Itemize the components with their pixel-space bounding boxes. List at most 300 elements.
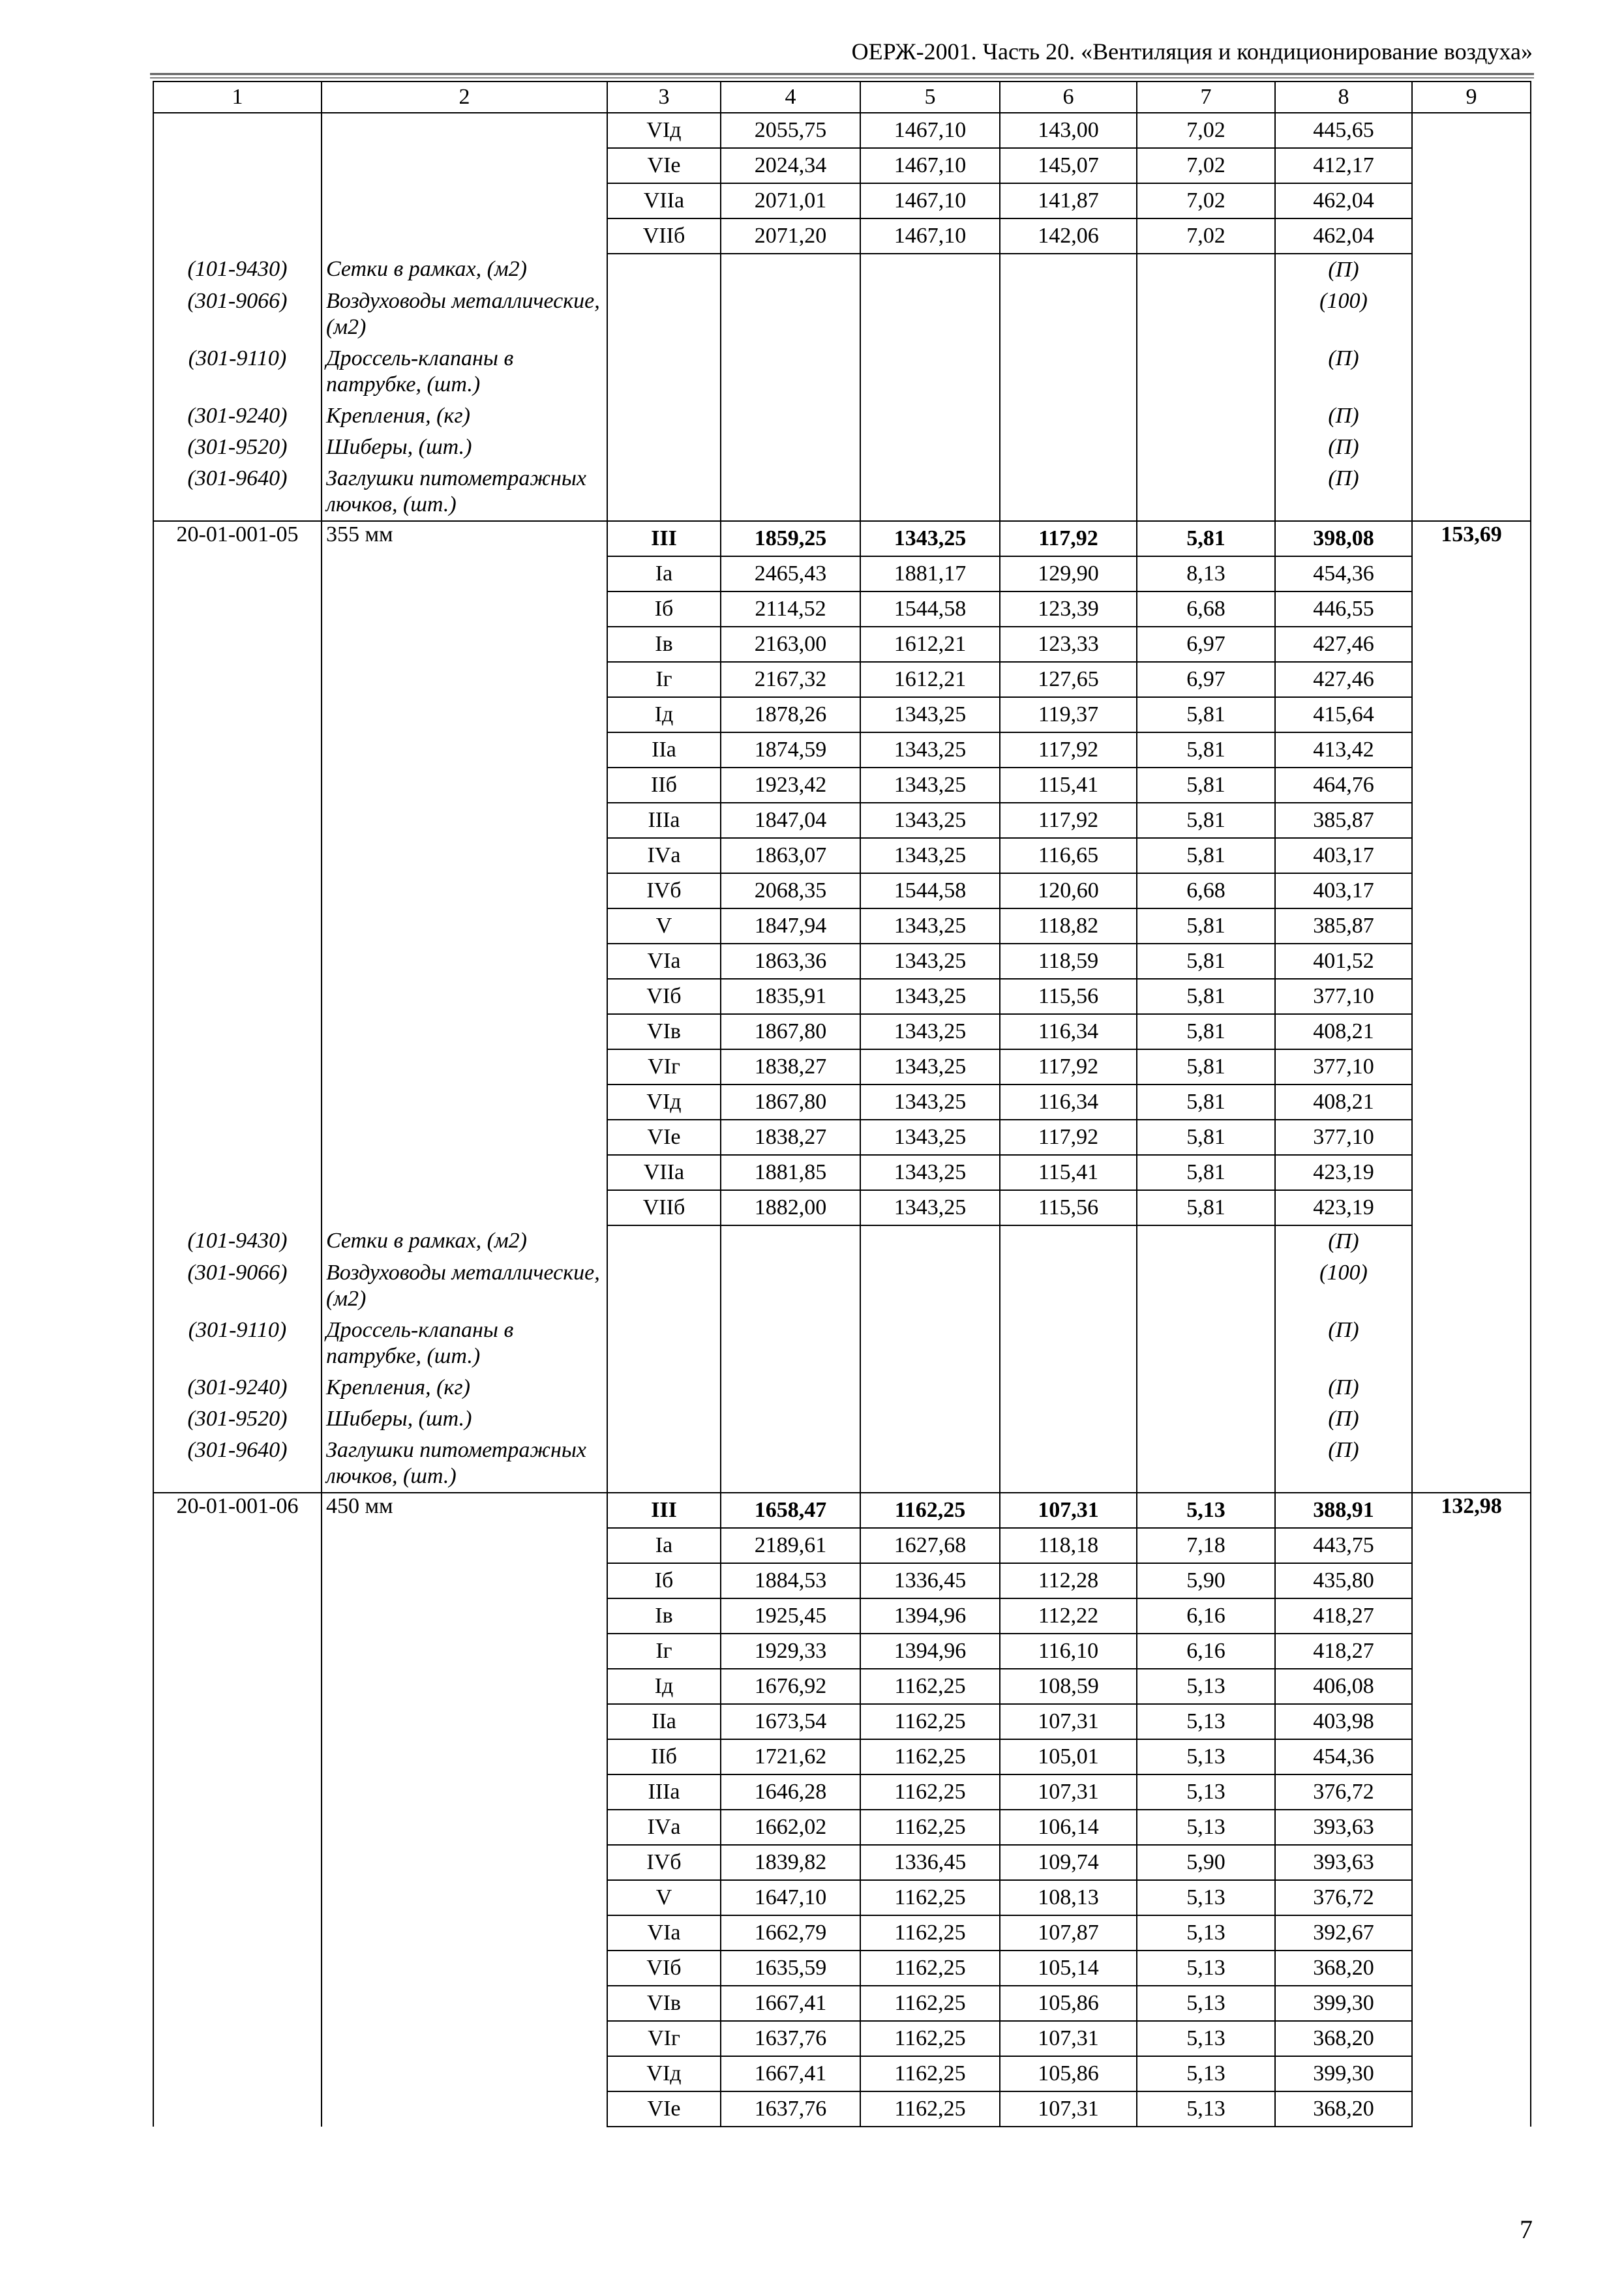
direct-cost-cell: 2114,52 <box>721 591 860 627</box>
zone-cell: V <box>607 908 721 944</box>
zone-cell: IIIа <box>607 1774 721 1810</box>
machinist-wages-cell: 5,13 <box>1137 2091 1275 2127</box>
direct-cost-cell: 1847,94 <box>721 908 860 944</box>
resource-quantity: (П) <box>1275 1225 1412 1257</box>
materials-cell: 427,46 <box>1275 627 1412 662</box>
resource-code: (301-9520) <box>153 1403 322 1435</box>
direct-cost-cell: 1881,85 <box>721 1155 860 1190</box>
column-number: 5 <box>860 82 1000 113</box>
materials-cell: 368,20 <box>1275 2091 1412 2127</box>
machinist-wages-cell: 8,13 <box>1137 556 1275 591</box>
resource-name: Крепления, (кг) <box>322 1372 607 1403</box>
machine-cost-cell: 117,92 <box>1000 732 1137 768</box>
direct-cost-cell: 1867,80 <box>721 1085 860 1120</box>
wages-cell: 1343,25 <box>860 1155 1000 1190</box>
wages-cell: 1162,25 <box>860 1493 1000 1528</box>
resource-quantity: (П) <box>1275 1372 1412 1403</box>
machinist-wages-cell: 5,13 <box>1137 1880 1275 1915</box>
machinist-wages-cell: 5,81 <box>1137 1014 1275 1049</box>
materials-cell: 399,30 <box>1275 1986 1412 2021</box>
zone-cell: VIд <box>607 1085 721 1120</box>
empty-cell <box>1000 400 1137 432</box>
empty-cell <box>1000 463 1137 521</box>
empty-cell <box>721 343 860 400</box>
direct-cost-cell: 1637,76 <box>721 2021 860 2056</box>
wages-cell: 1343,25 <box>860 732 1000 768</box>
resource-row <box>153 1315 1531 1372</box>
materials-cell: 368,20 <box>1275 1951 1412 1986</box>
wages-cell: 1343,25 <box>860 768 1000 803</box>
machine-cost-cell: 129,90 <box>1000 556 1137 591</box>
empty-cell <box>860 343 1000 400</box>
resource-row <box>153 1372 1531 1403</box>
empty-cell <box>860 1435 1000 1493</box>
resource-name: Дроссель-клапаны в патрубке, (шт.) <box>322 343 607 400</box>
resource-name: Сетки в рамках, (м2) <box>322 254 607 286</box>
resource-quantity: (100) <box>1275 1257 1412 1315</box>
machine-cost-cell: 112,28 <box>1000 1563 1137 1598</box>
machinist-wages-cell: 6,68 <box>1137 873 1275 908</box>
zone-cell: VIе <box>607 2091 721 2127</box>
empty-cell <box>607 463 721 521</box>
resource-quantity: (П) <box>1275 463 1412 521</box>
machine-cost-cell: 107,31 <box>1000 1493 1137 1528</box>
materials-cell: 377,10 <box>1275 979 1412 1014</box>
zone-cell: VIб <box>607 979 721 1014</box>
materials-cell: 462,04 <box>1275 183 1412 218</box>
machinist-wages-cell: 5,81 <box>1137 521 1275 556</box>
empty-cell <box>1137 286 1275 343</box>
wages-cell: 1162,25 <box>860 1915 1000 1951</box>
machine-cost-cell: 120,60 <box>1000 873 1137 908</box>
resource-name: Заглушки питометражных лючков, (шт.) <box>322 463 607 521</box>
empty-cell <box>607 1225 721 1257</box>
column-number: 7 <box>1137 82 1275 113</box>
wages-cell: 1343,25 <box>860 908 1000 944</box>
wages-cell: 1343,25 <box>860 944 1000 979</box>
direct-cost-cell: 1662,02 <box>721 1810 860 1845</box>
materials-cell: 398,08 <box>1275 521 1412 556</box>
resource-row <box>153 432 1531 463</box>
zone-cell: IIIа <box>607 803 721 838</box>
materials-cell: 415,64 <box>1275 697 1412 732</box>
empty-cell <box>1137 1257 1275 1315</box>
empty-cell <box>860 254 1000 286</box>
machine-cost-cell: 143,00 <box>1000 113 1137 148</box>
resource-quantity: (П) <box>1275 400 1412 432</box>
materials-cell: 376,72 <box>1275 1880 1412 1915</box>
machinist-wages-cell: 5,81 <box>1137 1049 1275 1085</box>
empty-cell <box>721 400 860 432</box>
resource-row <box>153 254 1531 286</box>
zone-cell: Iб <box>607 591 721 627</box>
machine-cost-cell: 107,31 <box>1000 1774 1137 1810</box>
machinist-wages-cell: 5,13 <box>1137 1704 1275 1739</box>
direct-cost-cell: 2055,75 <box>721 113 860 148</box>
machine-cost-cell: 105,86 <box>1000 1986 1137 2021</box>
machine-cost-cell: 117,92 <box>1000 1120 1137 1155</box>
direct-cost-cell: 1637,76 <box>721 2091 860 2127</box>
zone-cell: VIе <box>607 148 721 183</box>
zone-cell: Iд <box>607 697 721 732</box>
empty-cell <box>607 343 721 400</box>
zone-cell: IVа <box>607 838 721 873</box>
materials-cell: 454,36 <box>1275 556 1412 591</box>
machine-cost-cell: 107,87 <box>1000 1915 1137 1951</box>
zone-cell: Iг <box>607 1634 721 1669</box>
wages-cell: 1343,25 <box>860 1190 1000 1225</box>
zone-cell: VIг <box>607 2021 721 2056</box>
empty-cell <box>607 1403 721 1435</box>
materials-cell: 454,36 <box>1275 1739 1412 1774</box>
resource-name: Шиберы, (шт.) <box>322 1403 607 1435</box>
machine-cost-cell: 118,59 <box>1000 944 1137 979</box>
wages-cell: 1467,10 <box>860 218 1000 254</box>
item-code: 20-01-001-06 <box>153 1493 322 2127</box>
column-number: 8 <box>1275 82 1412 113</box>
resource-quantity: (П) <box>1275 254 1412 286</box>
wages-cell: 1162,25 <box>860 1669 1000 1704</box>
empty-cell <box>860 1225 1000 1257</box>
zone-cell: VIе <box>607 1120 721 1155</box>
materials-cell: 435,80 <box>1275 1563 1412 1598</box>
resource-code: (301-9110) <box>153 1315 322 1372</box>
zone-cell: V <box>607 1880 721 1915</box>
column-number: 9 <box>1412 82 1531 113</box>
column-number: 1 <box>153 82 322 113</box>
empty-cell <box>860 1403 1000 1435</box>
machine-cost-cell: 123,39 <box>1000 591 1137 627</box>
resource-code: (301-9240) <box>153 400 322 432</box>
resource-row <box>153 400 1531 432</box>
empty-cell <box>1137 432 1275 463</box>
wages-cell: 1343,25 <box>860 521 1000 556</box>
materials-cell: 385,87 <box>1275 908 1412 944</box>
materials-cell: 388,91 <box>1275 1493 1412 1528</box>
zone-cell: VIIб <box>607 1190 721 1225</box>
empty-cell <box>1000 432 1137 463</box>
direct-cost-cell: 1863,36 <box>721 944 860 979</box>
empty-cell <box>721 1257 860 1315</box>
materials-cell: 412,17 <box>1275 148 1412 183</box>
resource-code: (301-9640) <box>153 1435 322 1493</box>
zone-cell: VIд <box>607 113 721 148</box>
machine-cost-cell: 116,34 <box>1000 1014 1137 1049</box>
resource-quantity: (П) <box>1275 1435 1412 1493</box>
empty-cell <box>1000 343 1137 400</box>
wages-cell: 1612,21 <box>860 662 1000 697</box>
machinist-wages-cell: 5,81 <box>1137 1155 1275 1190</box>
machinist-wages-cell: 5,81 <box>1137 1120 1275 1155</box>
direct-cost-cell: 2068,35 <box>721 873 860 908</box>
materials-cell: 462,04 <box>1275 218 1412 254</box>
zone-cell: VIд <box>607 2056 721 2091</box>
wages-cell: 1343,25 <box>860 1085 1000 1120</box>
machinist-wages-cell: 5,13 <box>1137 2021 1275 2056</box>
empty-cell <box>721 1225 860 1257</box>
empty-cell <box>607 1372 721 1403</box>
materials-cell: 406,08 <box>1275 1669 1412 1704</box>
document-header: ОЕРЖ-2001. Часть 20. «Вентиляция и кондиционирование воздуха» <box>851 38 1533 65</box>
direct-cost-cell: 1838,27 <box>721 1049 860 1085</box>
resource-row <box>153 1257 1531 1315</box>
resource-quantity: (100) <box>1275 286 1412 343</box>
zone-cell: VIв <box>607 1986 721 2021</box>
materials-cell: 446,55 <box>1275 591 1412 627</box>
resource-name: Крепления, (кг) <box>322 400 607 432</box>
machinist-wages-cell: 5,81 <box>1137 697 1275 732</box>
zone-cell: VIб <box>607 1951 721 1986</box>
empty-cell <box>721 286 860 343</box>
table-row <box>153 521 1531 556</box>
empty-cell <box>860 400 1000 432</box>
direct-cost-cell: 1838,27 <box>721 1120 860 1155</box>
column-number-row <box>153 82 1531 113</box>
empty-cell <box>860 463 1000 521</box>
header-rule <box>150 73 1534 78</box>
materials-cell: 403,98 <box>1275 1704 1412 1739</box>
machinist-wages-cell: 5,13 <box>1137 1774 1275 1810</box>
machine-cost-cell: 116,65 <box>1000 838 1137 873</box>
wages-cell: 1336,45 <box>860 1845 1000 1880</box>
materials-cell: 443,75 <box>1275 1528 1412 1563</box>
resource-quantity: (П) <box>1275 343 1412 400</box>
empty-cell <box>1137 1403 1275 1435</box>
zone-cell: VIIа <box>607 183 721 218</box>
empty-cell <box>1137 254 1275 286</box>
resource-code: (301-9520) <box>153 432 322 463</box>
machine-cost-cell: 118,82 <box>1000 908 1137 944</box>
wages-cell: 1162,25 <box>860 1986 1000 2021</box>
materials-cell: 403,17 <box>1275 838 1412 873</box>
machinist-wages-cell: 7,02 <box>1137 148 1275 183</box>
materials-cell: 464,76 <box>1275 768 1412 803</box>
resource-quantity: (П) <box>1275 1403 1412 1435</box>
empty-cell <box>860 1257 1000 1315</box>
materials-cell: 377,10 <box>1275 1049 1412 1085</box>
empty-cell <box>1000 1435 1137 1493</box>
wages-cell: 1343,25 <box>860 838 1000 873</box>
item-code <box>153 113 322 254</box>
empty-cell <box>860 1315 1000 1372</box>
empty-cell <box>1137 343 1275 400</box>
materials-cell: 403,17 <box>1275 873 1412 908</box>
machinist-wages-cell: 7,18 <box>1137 1528 1275 1563</box>
empty-cell <box>721 254 860 286</box>
materials-cell: 423,19 <box>1275 1190 1412 1225</box>
zone-cell: VIг <box>607 1049 721 1085</box>
machine-cost-cell: 117,92 <box>1000 803 1137 838</box>
machine-cost-cell: 106,14 <box>1000 1810 1137 1845</box>
materials-cell: 445,65 <box>1275 113 1412 148</box>
empty-cell <box>1000 1403 1137 1435</box>
direct-cost-cell: 1721,62 <box>721 1739 860 1774</box>
zone-cell: III <box>607 521 721 556</box>
empty-cell <box>1000 286 1137 343</box>
materials-cell: 399,30 <box>1275 2056 1412 2091</box>
direct-cost-cell: 1676,92 <box>721 1669 860 1704</box>
wages-cell: 1467,10 <box>860 183 1000 218</box>
wages-cell: 1394,96 <box>860 1634 1000 1669</box>
resource-row <box>153 1435 1531 1493</box>
machinist-wages-cell: 7,02 <box>1137 218 1275 254</box>
direct-cost-cell: 1646,28 <box>721 1774 860 1810</box>
machinist-wages-cell: 5,13 <box>1137 1915 1275 1951</box>
resource-quantity: (П) <box>1275 1315 1412 1372</box>
empty-cell <box>607 400 721 432</box>
machine-cost-cell: 105,01 <box>1000 1739 1137 1774</box>
machinist-wages-cell: 7,02 <box>1137 113 1275 148</box>
machinist-wages-cell: 6,97 <box>1137 662 1275 697</box>
empty-cell <box>607 432 721 463</box>
machinist-wages-cell: 5,81 <box>1137 838 1275 873</box>
column-number: 3 <box>607 82 721 113</box>
machinist-wages-cell: 5,13 <box>1137 1493 1275 1528</box>
direct-cost-cell: 1863,07 <box>721 838 860 873</box>
resource-row <box>153 463 1531 521</box>
direct-cost-cell: 1847,04 <box>721 803 860 838</box>
empty-cell <box>1000 1315 1137 1372</box>
materials-cell: 392,67 <box>1275 1915 1412 1951</box>
zone-cell: VIIа <box>607 1155 721 1190</box>
resource-name: Сетки в рамках, (м2) <box>322 1225 607 1257</box>
empty-cell <box>721 1403 860 1435</box>
machine-cost-cell: 107,31 <box>1000 1704 1137 1739</box>
resource-name: Воздуховоды металлические, (м2) <box>322 1257 607 1315</box>
wages-cell: 1162,25 <box>860 1810 1000 1845</box>
machinist-wages-cell: 5,81 <box>1137 803 1275 838</box>
machinist-wages-cell: 5,81 <box>1137 979 1275 1014</box>
empty-cell <box>860 1372 1000 1403</box>
zone-cell: Iа <box>607 556 721 591</box>
empty-cell <box>1000 1257 1137 1315</box>
wages-cell: 1544,58 <box>860 591 1000 627</box>
resource-quantity: (П) <box>1275 432 1412 463</box>
table-body <box>153 113 1531 2127</box>
machine-cost-cell: 142,06 <box>1000 218 1137 254</box>
machine-cost-cell: 105,14 <box>1000 1951 1137 1986</box>
empty-cell <box>1137 1435 1275 1493</box>
machinist-wages-cell: 5,81 <box>1137 908 1275 944</box>
empty-cell <box>860 286 1000 343</box>
empty-cell <box>1000 1372 1137 1403</box>
resource-code: (301-9640) <box>153 463 322 521</box>
machine-cost-cell: 107,31 <box>1000 2021 1137 2056</box>
machine-cost-cell: 145,07 <box>1000 148 1137 183</box>
machinist-wages-cell: 6,68 <box>1137 591 1275 627</box>
price-table <box>153 81 1531 2127</box>
direct-cost-cell: 1929,33 <box>721 1634 860 1669</box>
direct-cost-cell: 1835,91 <box>721 979 860 1014</box>
zone-cell: IVб <box>607 873 721 908</box>
machine-cost-cell: 107,31 <box>1000 2091 1137 2127</box>
direct-cost-cell: 1635,59 <box>721 1951 860 1986</box>
direct-cost-cell: 1667,41 <box>721 2056 860 2091</box>
empty-cell <box>860 432 1000 463</box>
direct-cost-cell: 2163,00 <box>721 627 860 662</box>
empty-cell <box>607 286 721 343</box>
direct-cost-cell: 2167,32 <box>721 662 860 697</box>
machine-cost-cell: 119,37 <box>1000 697 1137 732</box>
machine-cost-cell: 109,74 <box>1000 1845 1137 1880</box>
machine-cost-cell: 123,33 <box>1000 627 1137 662</box>
empty-cell <box>1137 400 1275 432</box>
materials-cell: 393,63 <box>1275 1845 1412 1880</box>
resource-row <box>153 1403 1531 1435</box>
wages-cell: 1162,25 <box>860 1704 1000 1739</box>
direct-cost-cell: 1839,82 <box>721 1845 860 1880</box>
machinist-wages-cell: 5,90 <box>1137 1845 1275 1880</box>
materials-cell: 376,72 <box>1275 1774 1412 1810</box>
column-number: 4 <box>721 82 860 113</box>
wages-cell: 1394,96 <box>860 1598 1000 1634</box>
resource-name: Дроссель-клапаны в патрубке, (шт.) <box>322 1315 607 1372</box>
machine-cost-cell: 115,56 <box>1000 979 1137 1014</box>
zone-cell: IIа <box>607 1704 721 1739</box>
table-row <box>153 113 1531 148</box>
machine-cost-cell: 117,92 <box>1000 1049 1137 1085</box>
machinist-wages-cell: 5,13 <box>1137 2056 1275 2091</box>
wages-cell: 1336,45 <box>860 1563 1000 1598</box>
zone-cell: Iб <box>607 1563 721 1598</box>
direct-cost-cell: 1859,25 <box>721 521 860 556</box>
machinist-wages-cell: 5,81 <box>1137 732 1275 768</box>
machinist-wages-cell: 6,16 <box>1137 1598 1275 1634</box>
materials-cell: 408,21 <box>1275 1085 1412 1120</box>
zone-cell: Iд <box>607 1669 721 1704</box>
empty-cell <box>1000 1225 1137 1257</box>
wages-cell: 1881,17 <box>860 556 1000 591</box>
zone-cell: VIIб <box>607 218 721 254</box>
empty-cell <box>1137 1315 1275 1372</box>
wages-cell: 1467,10 <box>860 113 1000 148</box>
machine-cost-cell: 115,41 <box>1000 768 1137 803</box>
wages-cell: 1467,10 <box>860 148 1000 183</box>
materials-cell: 418,27 <box>1275 1598 1412 1634</box>
resource-code: (101-9430) <box>153 254 322 286</box>
empty-cell <box>721 1372 860 1403</box>
materials-cell: 423,19 <box>1275 1155 1412 1190</box>
zone-cell: VIа <box>607 1915 721 1951</box>
empty-cell <box>607 1315 721 1372</box>
resource-code: (301-9066) <box>153 1257 322 1315</box>
materials-cell: 401,52 <box>1275 944 1412 979</box>
direct-cost-cell: 1658,47 <box>721 1493 860 1528</box>
materials-cell: 385,87 <box>1275 803 1412 838</box>
zone-cell: IVа <box>607 1810 721 1845</box>
machine-cost-cell: 115,41 <box>1000 1155 1137 1190</box>
direct-cost-cell: 1925,45 <box>721 1598 860 1634</box>
item-name: 450 мм <box>322 1493 607 2127</box>
wages-cell: 1343,25 <box>860 803 1000 838</box>
empty-cell <box>607 254 721 286</box>
labor-cost-cell: 153,69 <box>1412 521 1531 1493</box>
wages-cell: 1343,25 <box>860 1120 1000 1155</box>
wages-cell: 1612,21 <box>860 627 1000 662</box>
wages-cell: 1162,25 <box>860 1951 1000 1986</box>
direct-cost-cell: 1667,41 <box>721 1986 860 2021</box>
empty-cell <box>607 1435 721 1493</box>
machinist-wages-cell: 5,81 <box>1137 768 1275 803</box>
empty-cell <box>1137 1225 1275 1257</box>
machinist-wages-cell: 5,13 <box>1137 1739 1275 1774</box>
zone-cell: IIа <box>607 732 721 768</box>
direct-cost-cell: 1884,53 <box>721 1563 860 1598</box>
resource-name: Воздуховоды металлические, (м2) <box>322 286 607 343</box>
resource-name: Шиберы, (шт.) <box>322 432 607 463</box>
wages-cell: 1343,25 <box>860 1049 1000 1085</box>
direct-cost-cell: 2465,43 <box>721 556 860 591</box>
